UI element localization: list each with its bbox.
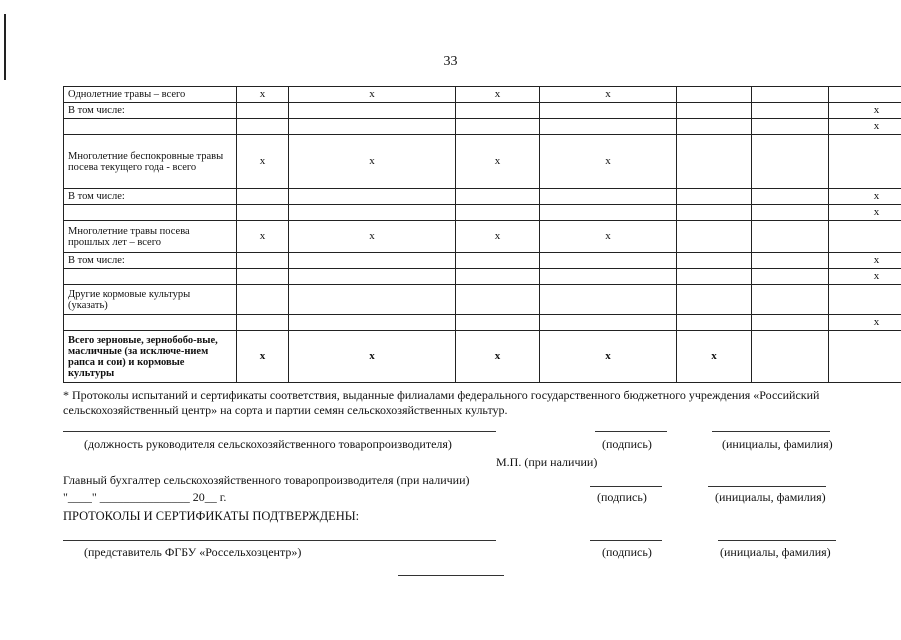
table-cell: x — [289, 135, 456, 189]
table-cell — [752, 285, 829, 315]
table-cell — [289, 119, 456, 135]
table-cell — [677, 205, 752, 221]
table-cell — [752, 205, 829, 221]
row-label: В том числе: — [64, 189, 237, 205]
table-cell: x — [829, 103, 901, 119]
row-label: Многолетние травы посева прошлых лет – всего — [64, 221, 237, 253]
signature-line — [595, 431, 667, 432]
row-label — [64, 269, 237, 285]
initials-caption: (инициалы, фамилия) — [722, 437, 833, 451]
end-rule — [398, 575, 504, 576]
table-cell: x — [540, 221, 677, 253]
table-row — [64, 269, 901, 285]
row-label: Многолетние беспокровные травы посева текущего года - всего — [64, 135, 237, 189]
table-cell — [540, 285, 677, 315]
signature-line — [708, 486, 826, 487]
crop-table — [63, 86, 901, 383]
table-row — [64, 103, 901, 119]
footnote: * Протоколы испытаний и сертификаты соответствия, выданные филиалами федерального государственного бюджетного учреждения «Российский сельскохозяйственный центр» на сорта и партии семян сельскохозяйственных культур. — [63, 388, 820, 417]
table-cell — [237, 119, 289, 135]
table-cell — [289, 253, 456, 269]
signature-line — [718, 540, 836, 541]
table-cell — [289, 269, 456, 285]
table-cell — [540, 103, 677, 119]
table-cell — [752, 103, 829, 119]
table-cell: x — [677, 331, 752, 383]
table-cell — [456, 285, 540, 315]
representative-caption: (представитель ФГБУ «Россельхозцентр») — [84, 545, 302, 559]
table-cell: x — [829, 189, 901, 205]
table-cell — [752, 135, 829, 189]
table-row — [64, 253, 901, 269]
table-cell — [289, 315, 456, 331]
table-cell: x — [540, 331, 677, 383]
table-cell — [540, 269, 677, 285]
row-label: Всего зерновые, зернобобо-вые, масличные (за исключе-нием рапса и сои) и кормовые культуры — [64, 331, 237, 383]
table-cell: x — [289, 221, 456, 253]
table-cell — [677, 253, 752, 269]
row-label — [64, 119, 237, 135]
table-cell: x — [237, 331, 289, 383]
table-cell — [677, 269, 752, 285]
initials-caption: (инициалы, фамилия) — [720, 545, 831, 559]
table-cell: x — [829, 205, 901, 221]
row-label — [64, 315, 237, 331]
table-row — [64, 205, 901, 221]
table-cell: x — [829, 119, 901, 135]
accountant-caption: Главный бухгалтер сельскохозяйственного товаропроизводителя (при наличии) — [63, 473, 470, 487]
table-cell — [752, 119, 829, 135]
table-cell — [677, 315, 752, 331]
table-cell — [540, 315, 677, 331]
table-cell — [677, 285, 752, 315]
row-label: Другие кормовые культуры (указать) — [64, 285, 237, 315]
signature-caption: (подпись) — [602, 545, 652, 559]
table-cell: x — [237, 87, 289, 103]
table-cell — [829, 135, 901, 189]
table-cell — [237, 103, 289, 119]
scan-edge-mark — [4, 14, 6, 80]
table-cell — [289, 103, 456, 119]
row-label — [64, 205, 237, 221]
table-row — [64, 135, 901, 189]
table-cell — [829, 87, 901, 103]
table-cell: x — [456, 331, 540, 383]
table-cell: x — [829, 269, 901, 285]
table-cell — [752, 331, 829, 383]
table-cell — [289, 205, 456, 221]
table-cell: x — [237, 221, 289, 253]
signature-line — [712, 431, 830, 432]
table-cell — [677, 135, 752, 189]
table-cell: x — [456, 221, 540, 253]
table-row — [64, 119, 901, 135]
table-cell — [752, 253, 829, 269]
table-row — [64, 221, 901, 253]
row-label: В том числе: — [64, 253, 237, 269]
signature-line — [63, 431, 496, 432]
table-cell — [540, 119, 677, 135]
table-row — [64, 315, 901, 331]
table-cell — [677, 103, 752, 119]
table-cell — [829, 221, 901, 253]
table-cell — [289, 189, 456, 205]
table-cell: x — [456, 87, 540, 103]
table-cell: x — [456, 135, 540, 189]
table-cell — [677, 119, 752, 135]
table-cell — [237, 189, 289, 205]
table-cell — [456, 269, 540, 285]
table-cell: x — [829, 253, 901, 269]
table-cell — [752, 87, 829, 103]
table-cell — [829, 285, 901, 315]
row-label: Однолетние травы – всего — [64, 87, 237, 103]
table-cell — [456, 119, 540, 135]
date-line: "____" _______________ 20__ г. — [63, 490, 227, 504]
table-cell: x — [289, 331, 456, 383]
initials-caption: (инициалы, фамилия) — [715, 490, 826, 504]
table-cell — [752, 269, 829, 285]
table-cell — [540, 189, 677, 205]
page-number: 33 — [443, 54, 458, 69]
table-cell — [677, 221, 752, 253]
table-cell — [456, 103, 540, 119]
table-row — [64, 285, 901, 315]
table-cell: x — [289, 87, 456, 103]
table-row — [64, 189, 901, 205]
stamp-caption: М.П. (при наличии) — [496, 455, 598, 469]
table-cell — [752, 189, 829, 205]
table-cell: x — [540, 87, 677, 103]
signature-caption: (подпись) — [597, 490, 647, 504]
table-cell: x — [540, 135, 677, 189]
row-label: В том числе: — [64, 103, 237, 119]
table-cell — [456, 189, 540, 205]
signature-line — [590, 540, 662, 541]
head-position-caption: (должность руководителя сельскохозяйственного товаропроизводителя) — [84, 437, 452, 451]
confirmed-heading: ПРОТОКОЛЫ И СЕРТИФИКАТЫ ПОДТВЕРЖДЕНЫ: — [63, 509, 360, 523]
table-cell — [237, 285, 289, 315]
table-cell — [237, 315, 289, 331]
table-cell — [829, 331, 901, 383]
table-cell — [752, 221, 829, 253]
table-cell — [540, 253, 677, 269]
table-cell — [677, 189, 752, 205]
table-cell — [540, 205, 677, 221]
table-cell — [237, 253, 289, 269]
table-row — [64, 87, 901, 103]
signature-caption: (подпись) — [602, 437, 652, 451]
table-cell — [237, 205, 289, 221]
table-cell — [456, 253, 540, 269]
table-cell: x — [829, 315, 901, 331]
table-cell — [456, 205, 540, 221]
table-cell — [752, 315, 829, 331]
table-cell — [237, 269, 289, 285]
signature-line — [590, 486, 662, 487]
table-cell — [677, 87, 752, 103]
signature-line — [63, 540, 496, 541]
table-cell: x — [237, 135, 289, 189]
table-row — [64, 331, 901, 383]
table-cell — [456, 315, 540, 331]
table-cell — [289, 285, 456, 315]
